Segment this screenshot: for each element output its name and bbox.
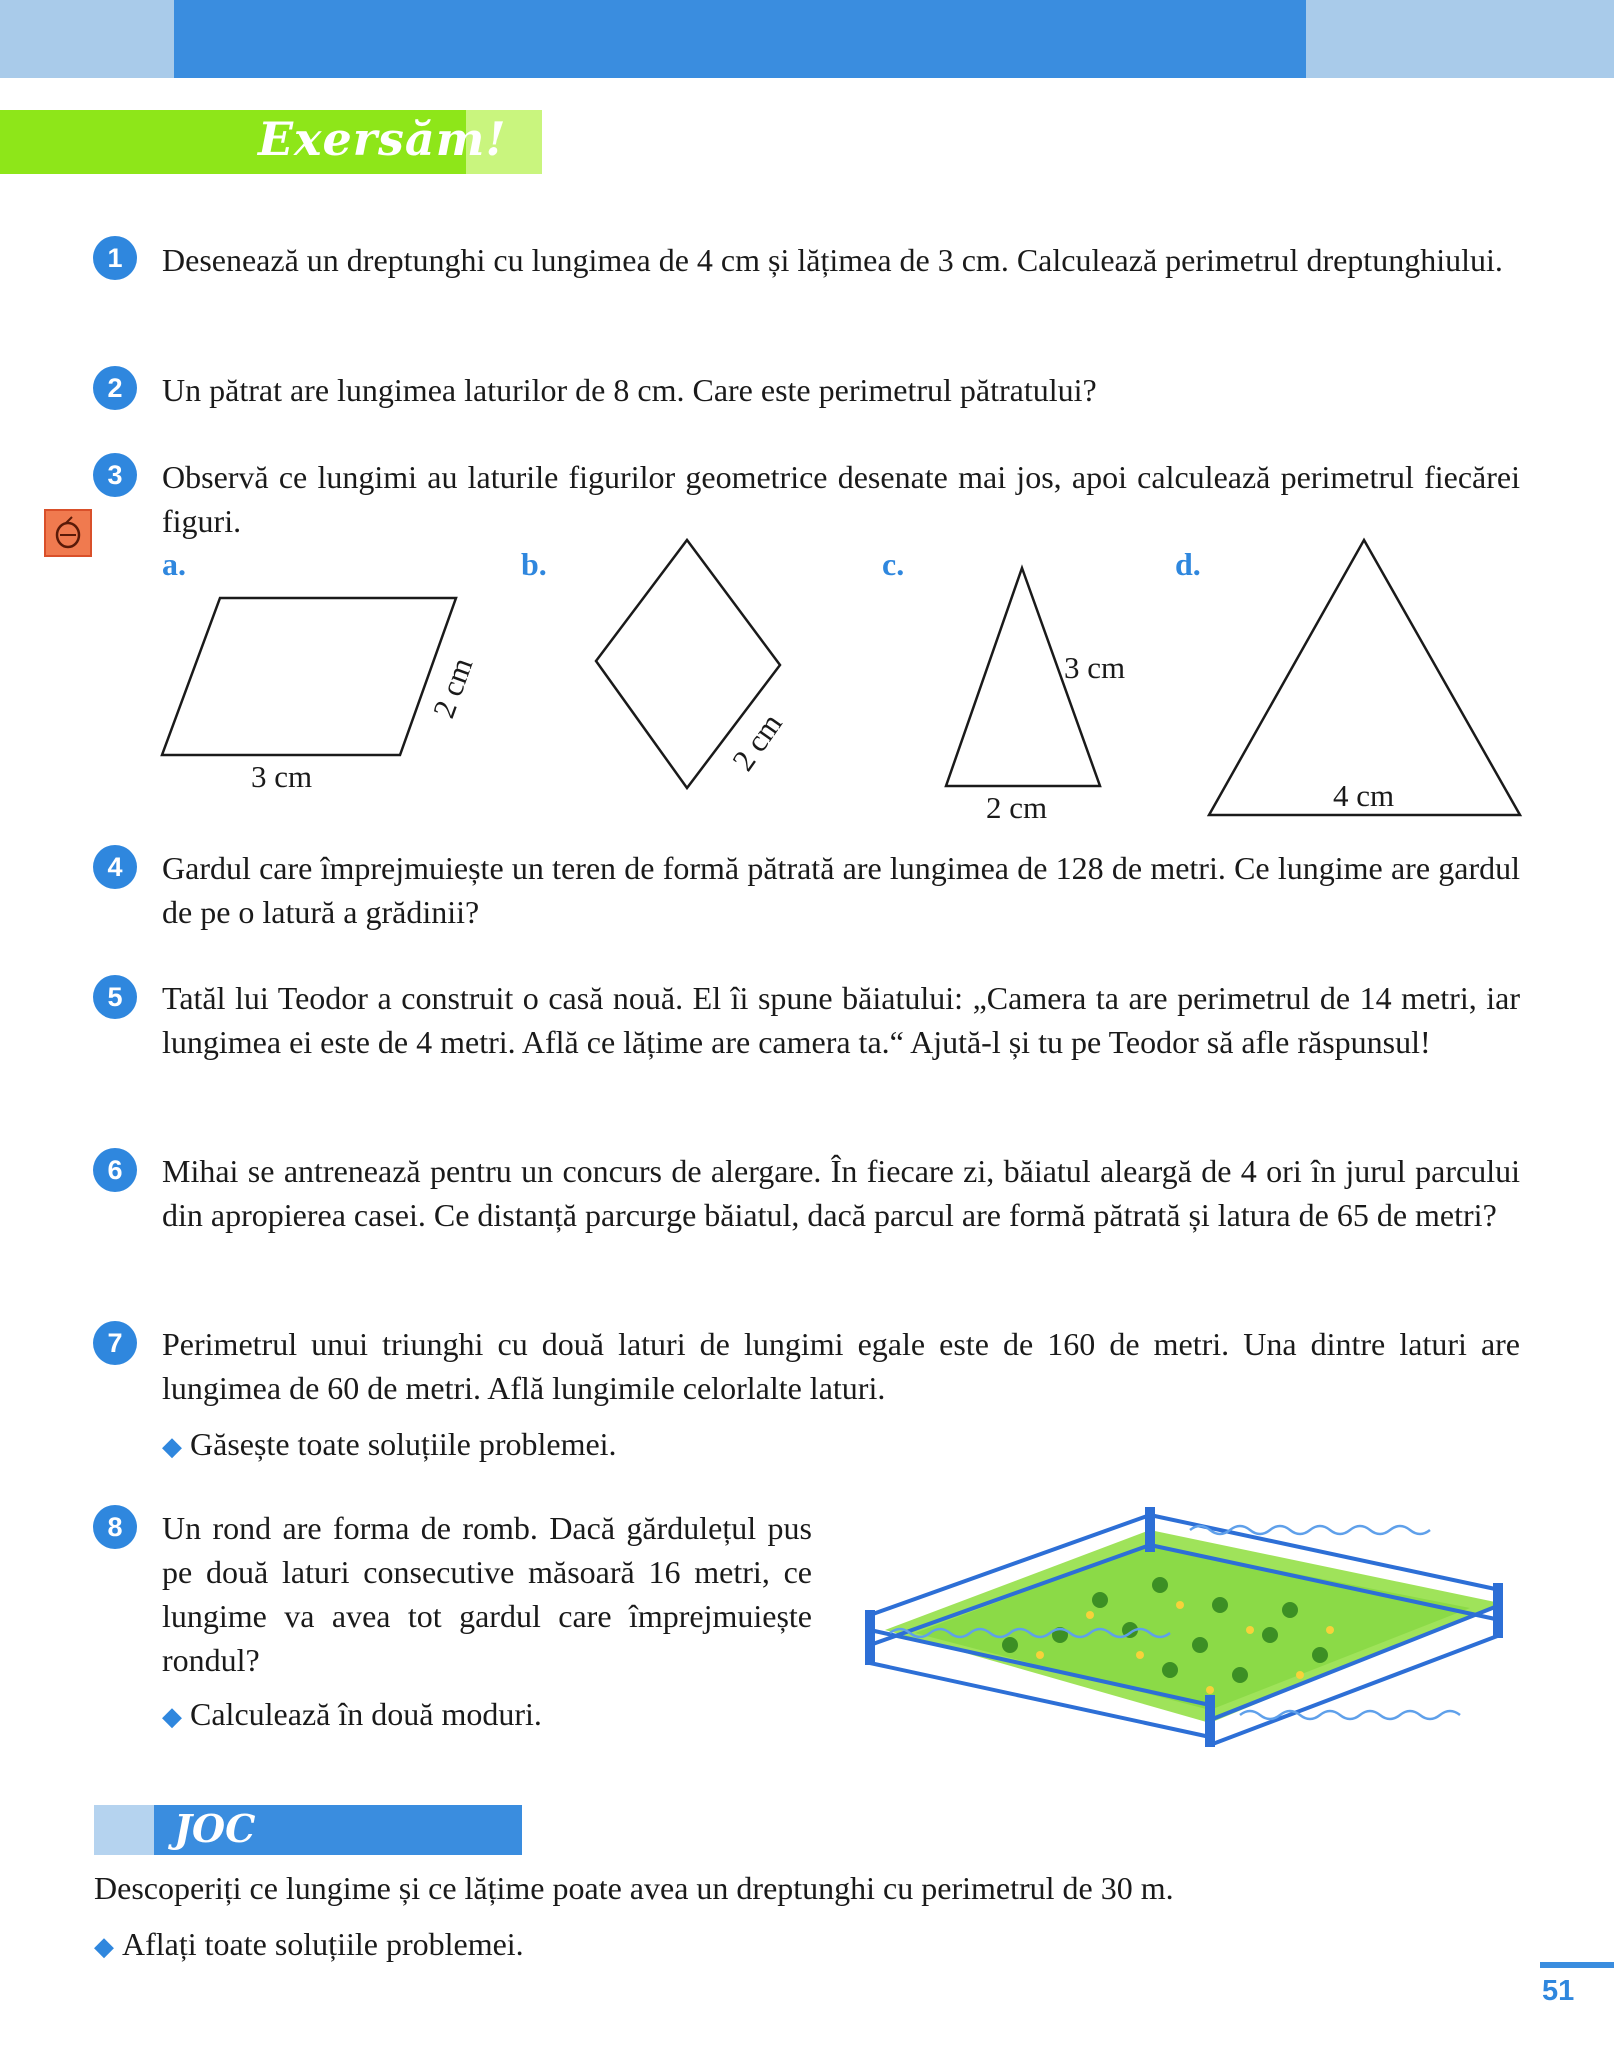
geometry-figures: [0, 520, 1614, 840]
page-number-rule: [1540, 1962, 1614, 1968]
exercise-text-4: Gardul care împrejmuiește un teren de formă pătrată are lungimea de 128 de metri. Ce lungime are gardul de pe o latură a grădinii?: [162, 850, 1520, 930]
figure-b-side-label: 2 cm: [725, 706, 789, 778]
figure-c-base-label: 2 cm: [986, 790, 1048, 825]
game-banner-left: [94, 1805, 154, 1855]
game-text: Descoperiți ce lungime și ce lățime poate avea un dreptunghi cu perimetrul de 30 m.: [94, 1870, 1174, 1906]
bullet-diamond-icon: ◆: [162, 1432, 182, 1462]
exercise-number-5: 5: [93, 975, 137, 1019]
header-bar-right: [1306, 0, 1614, 78]
exercise-hint-7-text: Găsește toate soluțiile problemei.: [190, 1426, 617, 1462]
figure-a-side-label: 2 cm: [425, 652, 480, 723]
exercise-text-1: Desenează un dreptunghi cu lungimea de 4 cm și lățimea de 3 cm. Calculează perimetrul dreptunghiului.: [162, 242, 1503, 278]
game-hint: [94, 1922, 524, 1969]
game-hint-text: Aflați toate soluțiile problemei.: [122, 1926, 524, 1962]
parallelogram-shape: [162, 598, 456, 755]
exercise-hint-7: [162, 1422, 617, 1469]
triangle-d-shape: [1209, 540, 1520, 815]
header-bar-left: [0, 0, 174, 78]
section-title: Exersăm!: [258, 112, 507, 166]
exercise-number-7: 7: [93, 1321, 137, 1365]
exercise-number-3: 3: [93, 453, 137, 497]
exercise-number-1: 1: [93, 236, 137, 280]
exercise-hint-8-text: Calculează în două moduri.: [190, 1696, 542, 1732]
page-number: 51: [1542, 1975, 1575, 2007]
exercise-text-8: Un rond are forma de romb. Dacă gărdulețul pus pe două laturi consecutive măsoară 16 metri, ce lungime va avea tot gardul care împrejmuiește rondul?: [162, 1510, 812, 1678]
exercise-text-5: Tatăl lui Teodor a construit o casă nouă. El îi spune băiatului: „Camera ta are perimetrul de 14 metri, iar lungimea ei este de 4 metri. Află ce lățime are camera ta.“ Ajută-l și tu pe Teodor să afle răspunsul!: [162, 980, 1520, 1060]
exercise-text-7: Perimetrul unui triunghi cu două laturi de lungimi egale este de 160 de metri. Una dintre laturi are lungimea de 60 de metri. Află lungimile celorlalte laturi.: [162, 1326, 1520, 1406]
exercise-text-2: Un pătrat are lungimea laturilor de 8 cm. Care este perimetrul pătratului?: [162, 372, 1097, 408]
figure-c-side-label: 3 cm: [1064, 650, 1126, 685]
figure-label-d: d.: [1175, 546, 1201, 582]
exercise-number-4: 4: [93, 845, 137, 889]
exercise-number-6: 6: [93, 1148, 137, 1192]
figure-label-b: b.: [521, 546, 547, 582]
garden-fence-illustration: [860, 1505, 1520, 1750]
exercise-hint-8: [162, 1692, 542, 1739]
bullet-diamond-icon: ◆: [162, 1702, 182, 1732]
figure-label-a: a.: [162, 546, 186, 582]
header-bar: [174, 0, 1306, 78]
figure-d-base-label: 4 cm: [1333, 778, 1395, 813]
exercise-number-2: 2: [93, 366, 137, 410]
exercise-text-6: Mihai se antrenează pentru un concurs de alergare. În fiecare zi, băiatul aleargă de 4 ori în jurul parcului din apropierea casei. Ce distanță parcurge băiatul, dacă parcul are formă pătrată și latura de 65 de metri?: [162, 1153, 1520, 1233]
figure-label-c: c.: [882, 546, 905, 582]
figure-a-base-label: 3 cm: [251, 759, 313, 794]
exercise-number-8: 8: [93, 1505, 137, 1549]
bullet-diamond-icon: ◆: [94, 1932, 114, 1962]
game-title: JOC: [174, 1806, 256, 1851]
exercise-text-3: Observă ce lungimi au laturile figurilor geometrice desenate mai jos, apoi calculează perimetrul fiecărei figuri.: [162, 459, 1520, 539]
